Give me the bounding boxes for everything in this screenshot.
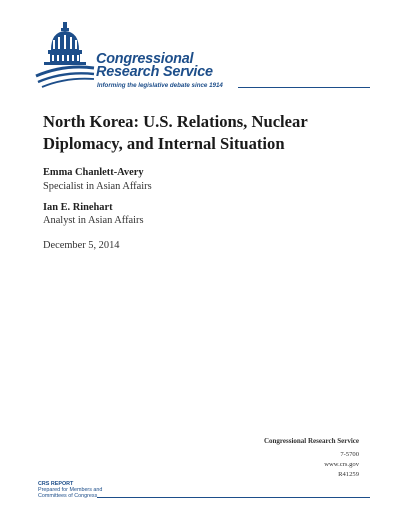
org-name-line2: Research Service <box>96 64 213 80</box>
author-name: Emma Chanlett-Avery <box>43 167 144 178</box>
document-title: North Korea: U.S. Relations, Nuclear Diplomacy, and Internal Situation <box>43 112 308 153</box>
author-role: Specialist in Asian Affairs <box>43 181 152 192</box>
author-role: Analyst in Asian Affairs <box>43 215 144 226</box>
document-date: December 5, 2014 <box>43 240 120 251</box>
org-tagline: Informing the legislative debate since 1914 <box>97 82 223 89</box>
footer-report-id: R41259 <box>338 471 359 478</box>
prepared-for-line2: Committees of Congress <box>38 493 98 499</box>
footer-divider <box>97 497 370 498</box>
footer-org-name: Congressional Research Service <box>263 437 359 445</box>
crs-capitol-dome-logo-icon <box>34 20 96 90</box>
footer-phone: 7-5700 <box>340 451 359 458</box>
author-name: Ian E. Rinehart <box>43 202 113 213</box>
footer-url: www.crs.gov <box>324 461 359 468</box>
prepared-for-line1: Prepared for Members and <box>38 487 103 493</box>
org-name-line1: Congressional <box>96 51 194 67</box>
crs-report-label: CRS REPORT <box>38 481 74 487</box>
header-divider <box>238 87 370 88</box>
org-name <box>96 53 296 79</box>
